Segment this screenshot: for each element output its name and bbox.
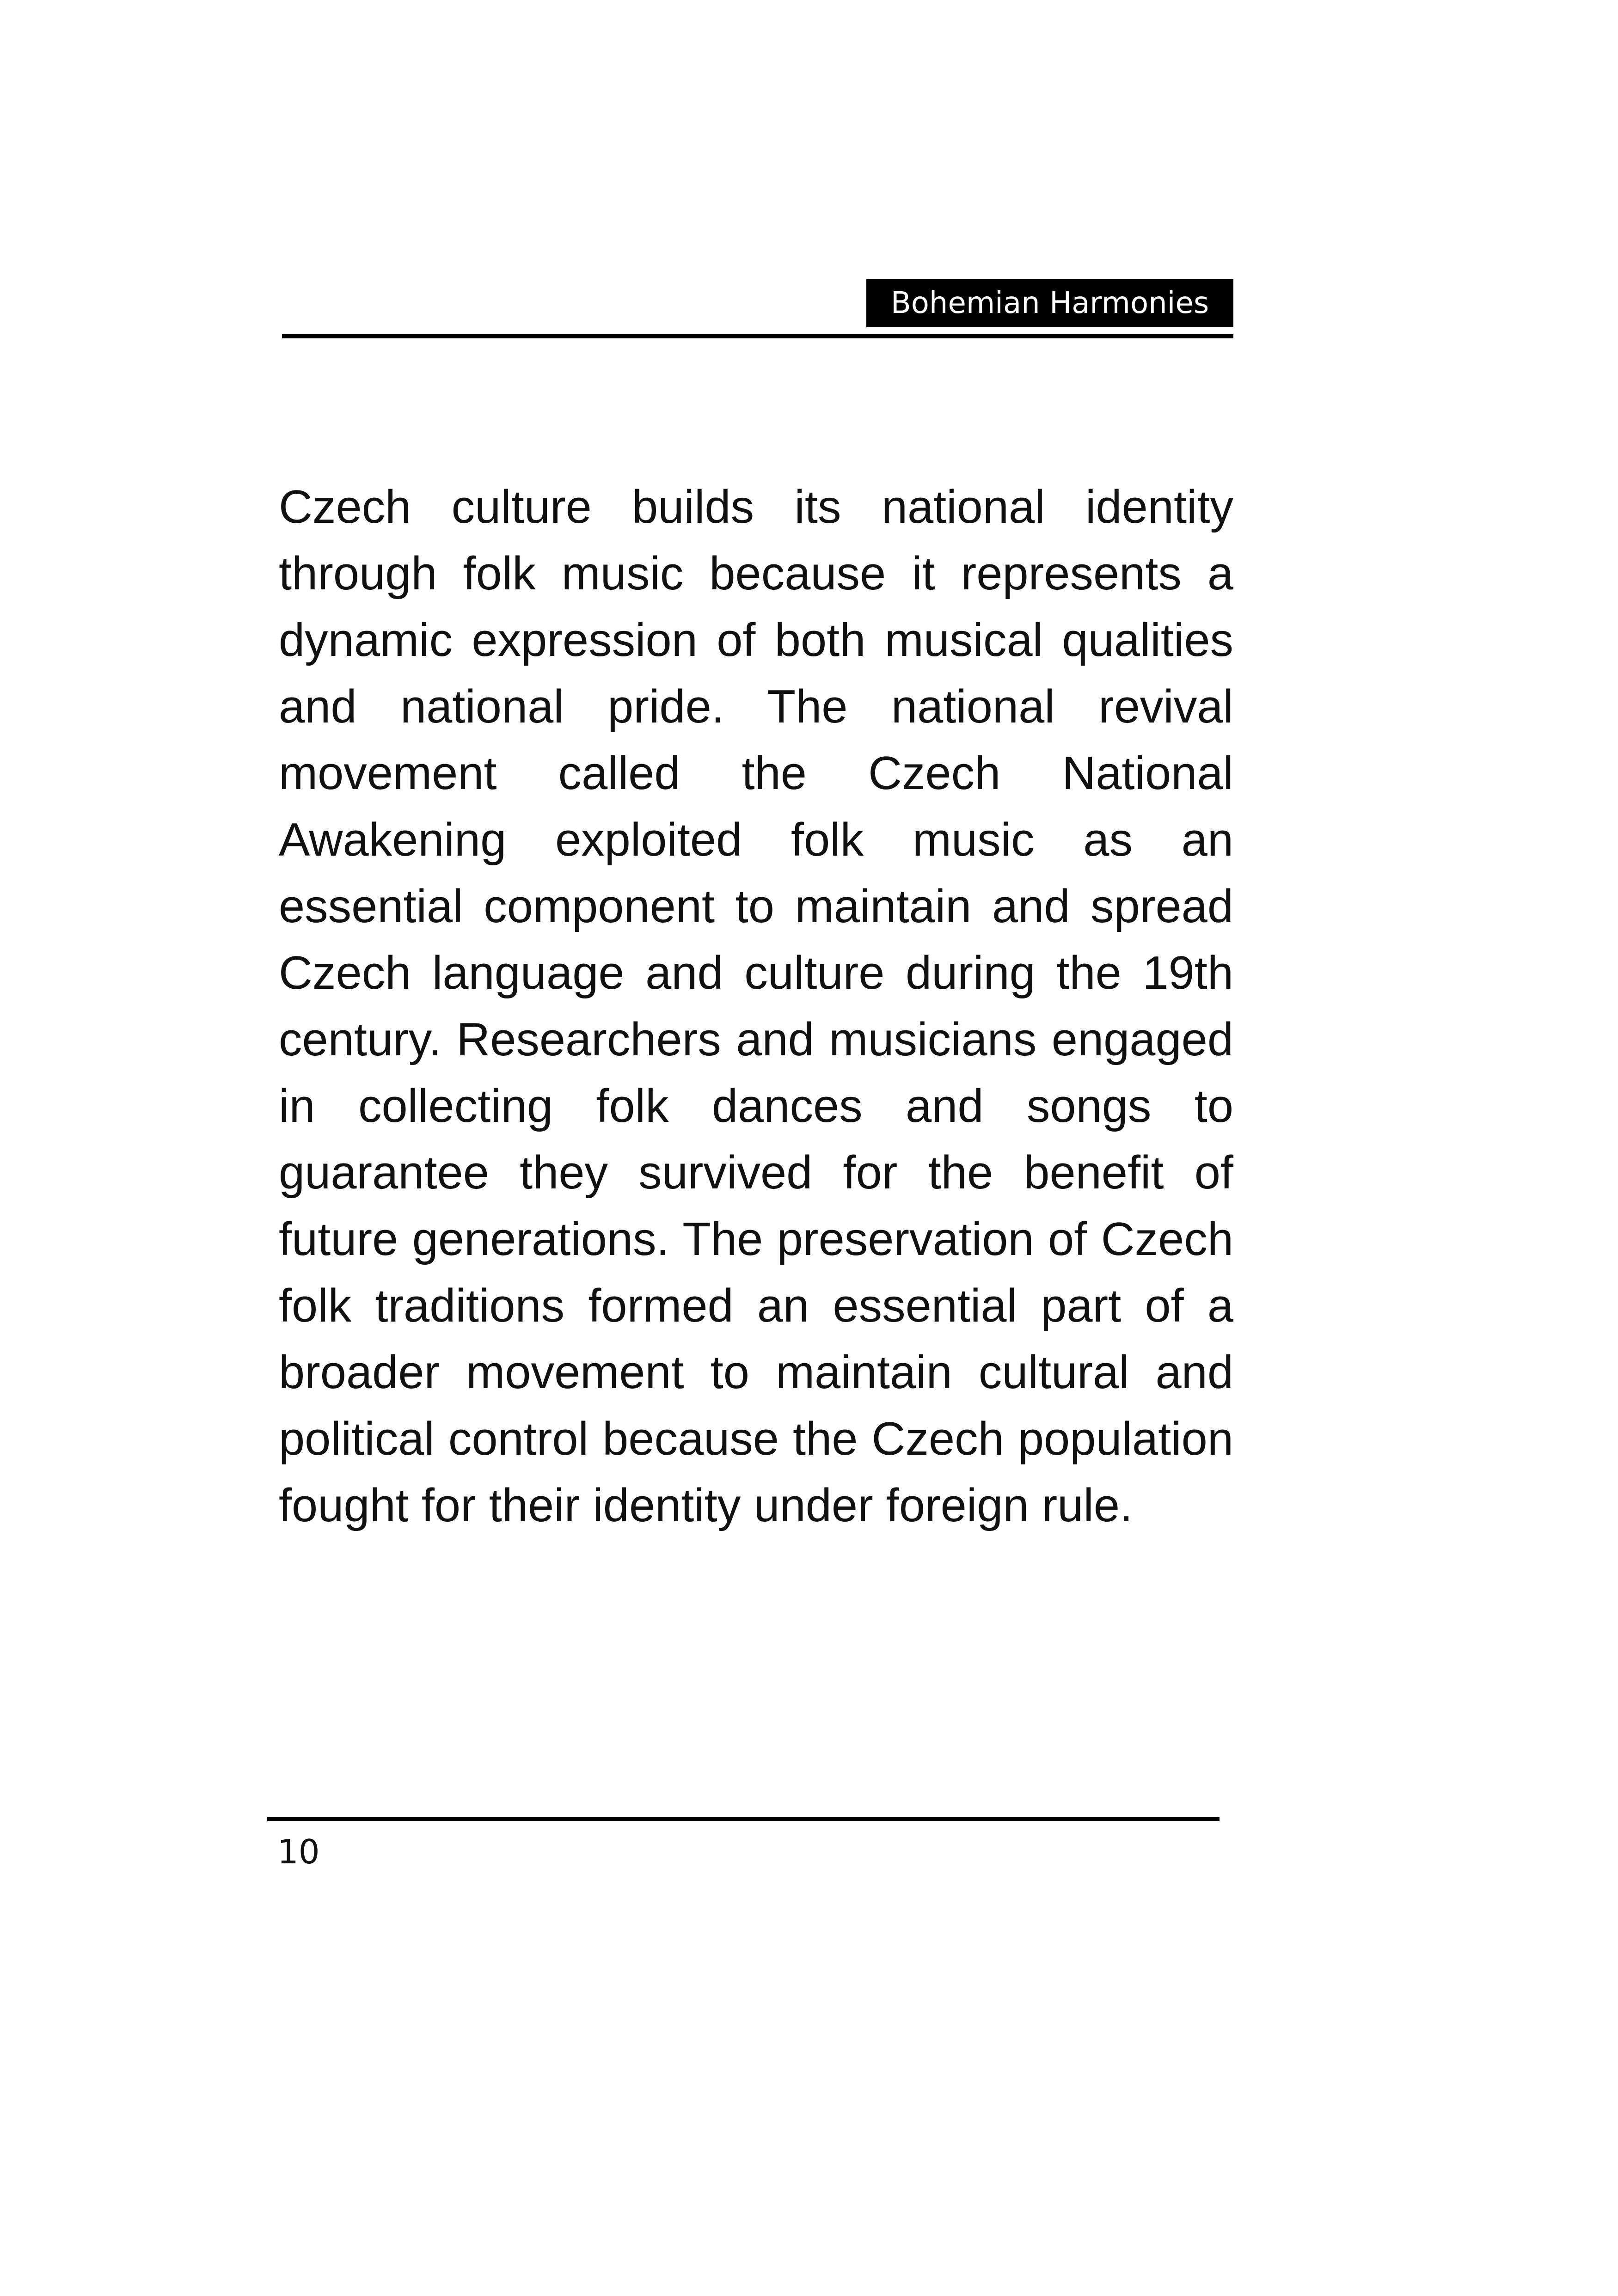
paragraph-line: through folk music because it represents a: [279, 548, 1233, 600]
paragraph-line: century. Researchers and musicians engaged: [279, 1014, 1233, 1065]
paragraph-line: essential component to maintain and spread: [279, 881, 1233, 932]
running-header-title: Bohemian Harmonies: [866, 279, 1233, 327]
body-paragraph: [279, 474, 1233, 1539]
paragraph-line: movement called the Czech National: [279, 747, 1233, 799]
paragraph-line: fought for their identity under foreign rule.: [279, 1480, 1133, 1531]
paragraph-line: in collecting folk dances and songs to: [279, 1080, 1233, 1132]
paragraph-line: Awakening exploited folk music as an: [279, 814, 1233, 866]
paragraph-line: broader movement to maintain cultural and: [279, 1347, 1233, 1398]
paragraph-line: folk traditions formed an essential part of a: [279, 1280, 1233, 1332]
footer-rule: [267, 1817, 1220, 1821]
page-number: 10: [277, 1832, 320, 1871]
paragraph-line: Czech language and culture during the 19th: [279, 947, 1233, 999]
paragraph-line: Czech culture builds its national identity: [279, 481, 1233, 533]
paragraph-line: dynamic expression of both musical qualities: [279, 614, 1233, 666]
header-rule: [282, 334, 1233, 338]
paragraph-line: guarantee they survived for the benefit of: [279, 1147, 1233, 1199]
paragraph-line: future generations. The preservation of Czech: [279, 1213, 1233, 1265]
paragraph-line: political control because the Czech population: [279, 1413, 1233, 1465]
paragraph-line: and national pride. The national revival: [279, 681, 1233, 733]
